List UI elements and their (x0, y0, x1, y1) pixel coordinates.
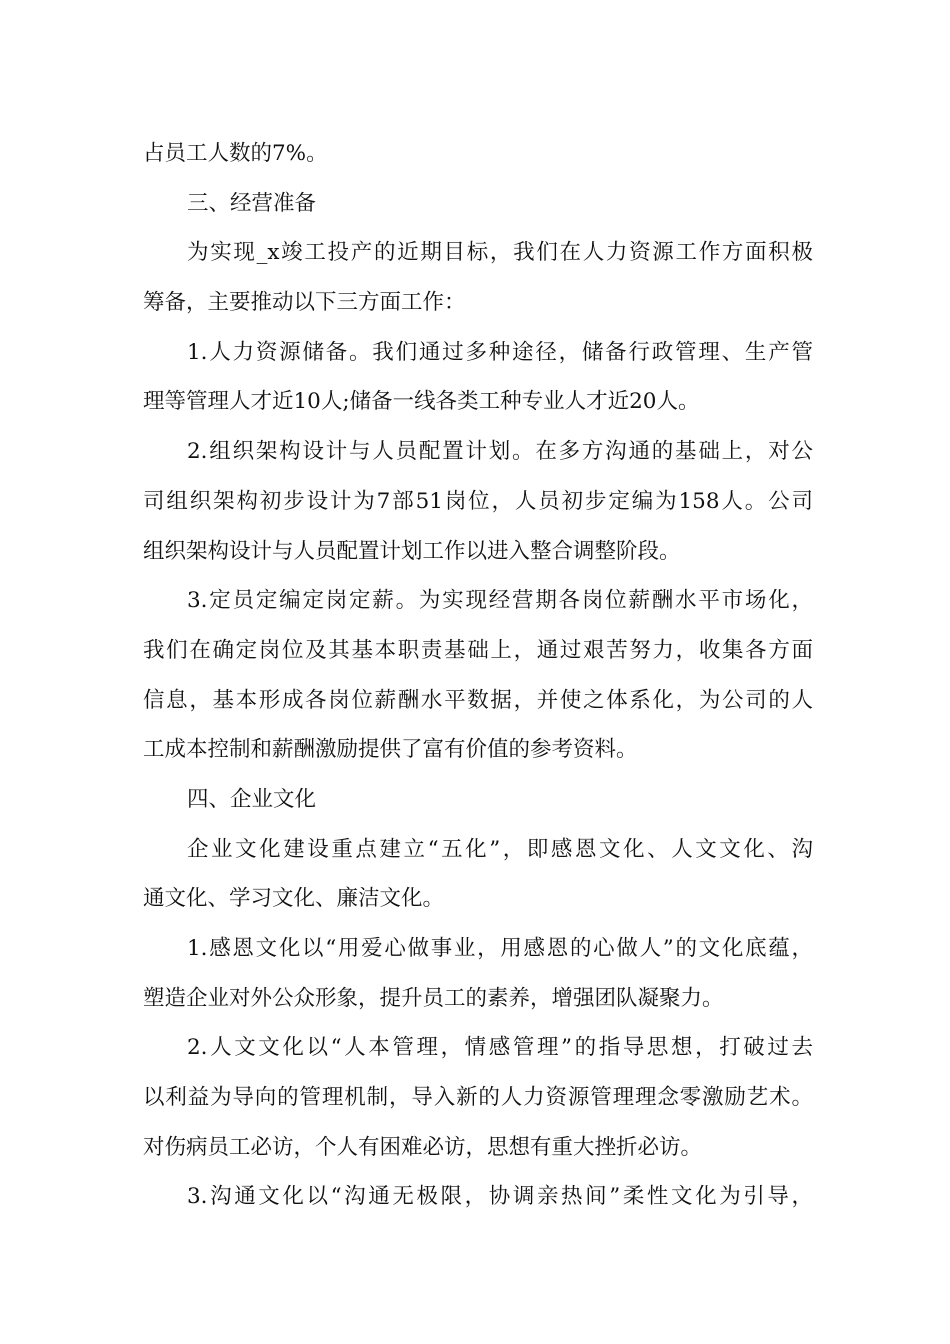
text-line-3: 为实现_x竣工投产的近期目标，我们在人力资源工作方面积极 (187, 240, 813, 266)
section-heading-operations: 三、经营准备 (187, 190, 317, 216)
text-line-11: 我们在确定岗位及其基本职责基础上，通过艰苦努力，收集各方面 (143, 637, 813, 663)
text-line-9: 组织架构设计与人员配置计划工作以进入整合调整阶段。 (143, 538, 681, 564)
text-line-8: 司组织架构初步设计为7部51岗位，人员初步定编为158人。公司 (143, 488, 813, 514)
text-line-15: 企业文化建设重点建立“五化”，即感恩文化、人文文化、沟 (187, 836, 813, 862)
document-body (143, 129, 813, 1222)
text-line-18: 塑造企业对外公众形象，提升员工的素养，增强团队凝聚力。 (143, 985, 724, 1011)
section-heading-culture: 四、企业文化 (187, 786, 317, 812)
text-line-22: 3.沟通文化以“沟通无极限，协调亲热间”柔性文化为引导， (187, 1184, 813, 1210)
text-line-12: 信息，基本形成各岗位薪酬水平数据，并使之体系化，为公司的人 (143, 687, 813, 713)
text-line-5: 1.人力资源储备。我们通过多种途径，储备行政管理、生产管 (187, 339, 813, 365)
text-line-19: 2.人文文化以“人本管理，情感管理”的指导思想，打破过去 (187, 1035, 813, 1061)
text-line-7: 2.组织架构设计与人员配置计划。在多方沟通的基础上，对公 (187, 439, 813, 465)
text-line-6: 理等管理人才近10人;储备一线各类工种专业人才近20人。 (143, 389, 700, 415)
text-line-21: 对伤病员工必访，个人有困难必访，思想有重大挫折必访。 (143, 1134, 703, 1160)
text-line-10: 3.定员定编定岗定薪。为实现经营期各岗位薪酬水平市场化， (187, 588, 813, 614)
text-line-17: 1.感恩文化以“用爱心做事业，用感恩的心做人”的文化底蕴， (187, 936, 813, 961)
text-line-13: 工成本控制和薪酬激励提供了富有价值的参考资料。 (143, 737, 638, 763)
text-line-1: 占员工人数的7%。 (143, 141, 328, 166)
text-line-16: 通文化、学习文化、廉洁文化。 (143, 886, 445, 912)
text-line-20: 以利益为导向的管理机制，导入新的人力资源管理理念零激励艺术。 (143, 1085, 813, 1111)
text-line-4: 筹备，主要推动以下三方面工作： (143, 290, 466, 316)
